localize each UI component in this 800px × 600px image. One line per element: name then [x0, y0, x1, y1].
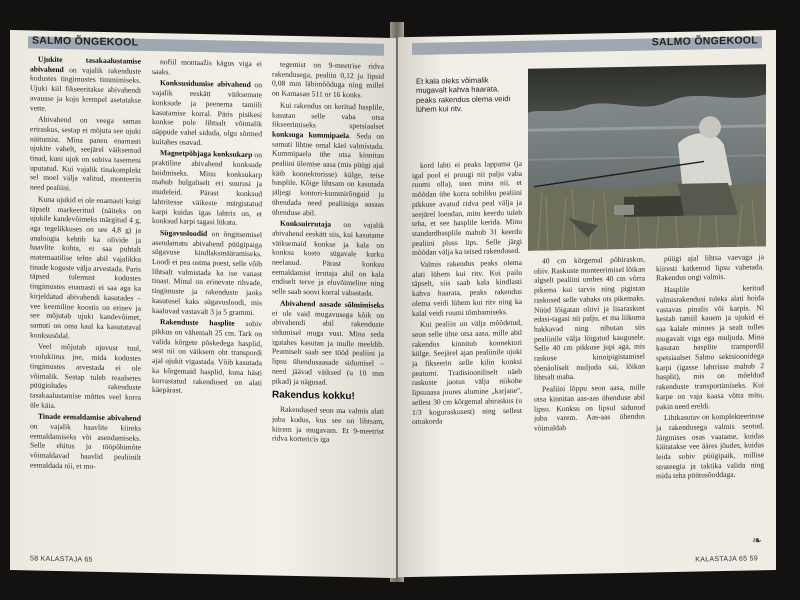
paragraph: Veel mõjutab ujuvust tuul, voolukiirus jne, mida kodustes tingimustes arvestada ei ole võimalik. Sestap tuleb reaalsetes püügioludes rakenduste tasakaalustamise mõttes veel korra üle käia. — [30, 341, 141, 410]
fish-end-mark-icon: ❧ — [751, 533, 762, 548]
paragraph: Konksusidumise abivahend on vajalik eeskätt väiksemate konksude ja peenema tamiili kasutamise korral. Päris pisikesi konkse pole lihtsalt võimalik näppude vahel siduda, olgu sõrmed kuitahes osavad. — [152, 78, 262, 147]
paragraph: nofiil montaažis kägus viga ei saaks. — [152, 57, 262, 77]
right-section-title: SALMO ÕNGEKOOL — [651, 34, 758, 49]
paragraph: kord lahti ei peaks lappama (ja igal pool ei pruugi nii palju vaba ruumi olla), teen mina nii, et mõõdan ühe korra sobiliku pealiini pikkuse avatud ridva peal välja ja seejärel loendan, mitu keerdu tuleb teha, et see hasplile kerida. Minu standardhasplile mahub 31 keerdu pealiini pluss lips. Selle järgi mõõdan välja ka teised rakendused. — [412, 158, 522, 258]
paragraph: Abivahend aasade sõlmimiseks ei ole vaid mugavusega kõik on abivahendi abil rakenduste sidumisel muga vust. Mina seda igatahes kasutan ja mulle meeldib. Peamiselt saab see tööd pealiini ja lipsu ühendusaasade sidumisel – need jäävad väiksed (u 10 mm pikad) ja nägusad. — [272, 298, 384, 387]
paragraph: Lihtkasutav on komplekteerituse ja rakendusega valmis seotud. Järgmises osas vaatame, kuidas käitatakse vee ääres jõudes, kuidas leida sobiv püügipaik, millise strateegia ja taktika valida ning mida teha püütusõoddaga. — [656, 411, 764, 481]
paragraph: 40 cm kõrgemal põhiraskus, oliiv. Raskuste monteerimisel lõikan algselt pealiini umbes 40 cm võrra pikema kui tarvis ning pigistan raskused selle vabaks ots pikemaks. Nüüd lõigatan oliivi ja lisaraskust edasi-tagasi nii palju, et ma liikuma hakkavad ning nihutan siis pealiinile välja lõigatud kaugusele. Selle 40 cm pikkuse jupi aga, mis raskuse kinnipigistamisel tõenäoliselt muljuda sai, lõikan lihtsalt maha. — [534, 254, 645, 383]
right-page-footer: KALASTAJA 65 59 — [695, 555, 758, 564]
paragraph: Konksuirrutaja on vajalik abivahend eeskätt siis, kui kasutame väiksemaid konkse ja kala on konksu kosto sügavale kurku neelanud. Pärast konksu eemaldamist irrutaja abil on kala endiselt terve ja eluvõimeline ning selle saab soovi korral vabastada. — [272, 218, 384, 298]
paragraph: püügi ajal lihtsa vaevaga ja kiiresti katkenud lipsu vahetada. Rakendus ongi valmis. — [656, 252, 764, 283]
paragraph: tegemist on 9-meetrise ridva rakendusega, pealiin 0,12 ja lipsid 0,08 mm läbimõõduga ning millel on Kamasan 511 nr 16 konks. — [272, 59, 384, 100]
paragraph: Rakendused seon ma valmis alati juba kodus, kus see on lihtsam, kiirem ja mugavam. Et 9-meetrist ridva kortericis iga — [272, 404, 384, 445]
left-section-title: SALMO ÕNGEKOOL — [32, 34, 139, 49]
left-column-3 — [272, 59, 384, 549]
paragraph: Kui pealiin on välja mõõdetud, seon selle ühte otsa aasa, mille abil rakendus kinnitub konnektori külge. Seejärel ajan pealiinile ujuki ja fikseerin selle kilin konksi peatumi. Tradisiooniliselt näeb raskuste jaotus välja niikohe lipsuaasa juures alumine „karjane", sellest 30 cm kõrgemal abiraskus (u 1/3 koguraskusest) ning sellest omakorda — [412, 318, 522, 427]
paragraph: Abivahend on veega samas eriraskus, sestap ei mõjuta see ujuki näitumist. Mina panen enamasti ujukite vahelt, seejärel väiksemad tinad, kuni ujuk on sobiva tasemeni uputatud. Kui vajalik tinakomplekt sel moel välja valitud, monteerin need pealiini. — [30, 114, 141, 193]
right-column-2 — [534, 255, 645, 547]
subheading-rakendus-kokku: Rakendus kokku! — [272, 389, 355, 403]
right-column-3 — [656, 252, 764, 544]
paragraph: Kuna ujukid ei ole enamasti kuigi täpselt markeeritud (näiteks on ujukile kandevõimeks märgitud 4 g, aga tegelikkuses on see 4,8 g) ja analoogia kehtib ka olivide ja haavlite kohta, ei saa puhtalt matemaatilise tehte abil vajalikku tinade koguste välja arvestada. Paris täpsed tulemust kodustes tingimustes enamasti ei saa aga ka kirjeldatud abivahendi kasutades – vee keemiline koostis on erinev ja see mõjutab ujuki kandevõimet, samuti on oma kaal ka kasutataval konksusõdal. — [30, 194, 141, 340]
paragraph: Kui rakendus on keritud hasplile, kasutan selle vaba otsa fikseerimiseks spetsiaalset konksuga kummipaela. Seda on samuti lihtne omal käel valmistada. Kummipaela ühe otsa kinnitan pealiini ülemise aasa (mis püügi ajal käib konnektorisse) külge, teise hasplile. Kõige lihtsam on kasutada jäljegi kontori-kummirõngaid ja ühendada need pealiiniga aasaas ühenduse abil. — [272, 100, 384, 217]
left-page — [10, 30, 396, 578]
right-page — [398, 30, 776, 577]
left-column-2 — [152, 57, 262, 547]
paragraph: Magnetpõhjaga konksukarp on praktiline abivahend konksude hoidmiseks. Minu konksukarp mahub hulgaliselt eri suurusi ja mudeleid. Pärast konksud lahtritesse väikeste märgistatud karpi kuidas igas lahtris on, et konksud karpi tagasi lükata. — [152, 148, 262, 228]
paragraph: Valmis rakendus peaks olema alati lühem kui ritv. Kui pailu täpselt, siis saab kala kindlasti kahva haarata, peaks rakendus olema veidi lühem kui ritv ning ka kalal veidi ruumi tõmbamiseks. — [412, 257, 522, 318]
right-column-1 — [412, 159, 522, 549]
paragraph: Tinade eemaldamise abivahend on vajalik haavlite kiireks eemaldamiseks või asendamiseks. Selle ehitus ja tööpõhimõte võimaldavad haavlid pealiinilt eemaldada nii, et mo- — [30, 411, 141, 471]
paragraph: Hasplile keritud valmisrakendusi tuleks alati hoida vastavas pinalis või karpis. Ni kestab tamiil kauem ja ujukid ei saa kalale minnes ja sealt tulles mugavalt viga ega muljuda. Mina kasutan hasplite transpordil spetsiaalset Salmo sektsioonidega karpi (igasse lahtrisse mahub 2 hasplit), mis on mõeldud rakenduste transportimiseks. Kui karpe on vaja kaasa võtta mitu, pakin need ereldi. — [656, 283, 764, 411]
photo-caption: Et kala oleks võimalik mugavalt kahva haarata, peaks rakendus olema veidi lühem kui ritv. — [416, 75, 511, 114]
angler-photo — [528, 64, 766, 251]
paragraph: Ujukite tasakaalustamise abivahend on vajalik rakenduste kodustes tingimustes timmimiseks. Ujuki kiil fikseeritakse abivahendi avausse ja koju krempel asetatakse vette. — [30, 54, 141, 113]
paragraph: Rakenduste hasplite sobiv pikkus on vähemalt 25 cm. Tark on valida kõrgete põskedega hasplid, sest nii on väiksem oht transpordi ajal ujukit vigastada. Võib kasutada ka kõrgemaid hasplid, kuna hästi korrastatud rakendused on alati käepärast. — [152, 317, 262, 395]
left-column-1 — [30, 54, 141, 544]
left-page-footer: 58 KALASTAJA 65 — [30, 555, 93, 564]
paragraph: Sügavusloodid on õngitsemisel asendamatu abivahend püügipaiga sügavuse kindlaksmääramiseks. Loodi ei pea ostma poest, selle võib lihtsalt valmistada ka ise vanast tinast. Minul on erinevate rihvade, tingimuste ja rakenduste jaoks kasutusel kaks sügavusloodi, mis kaaluvad vastavalt 3 ja 5 grammi. — [152, 228, 262, 317]
paragraph: Pealiini lõppu seon aasa, mille otsa kinnitan aas-aas ühenduse abil lipsu. Konksu on lipsul sidunud juba varem. Aas-aas ühendus võimaldab — [534, 382, 645, 433]
